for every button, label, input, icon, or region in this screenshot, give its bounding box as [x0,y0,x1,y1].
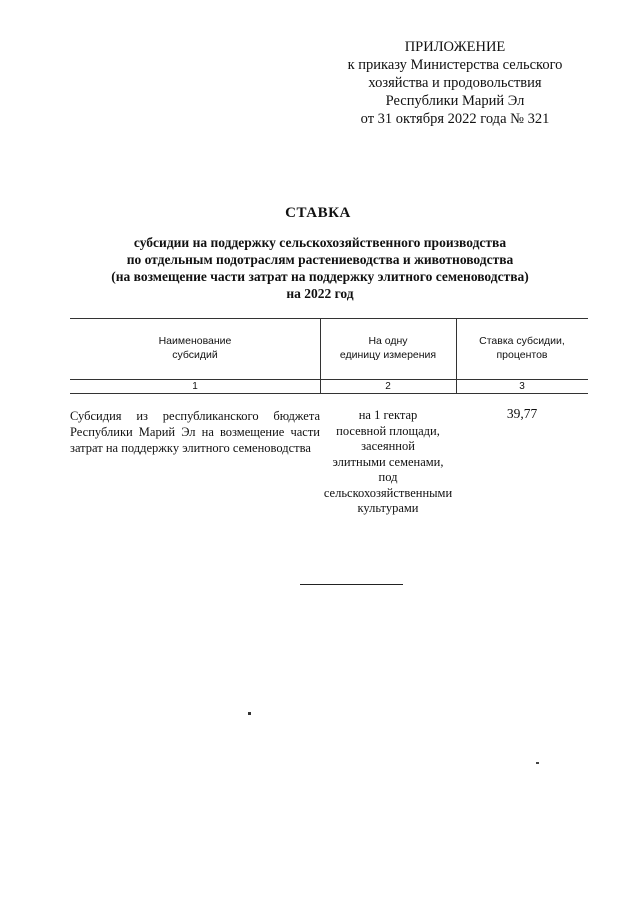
closing-rule [300,584,403,585]
unit-cell [320,408,456,517]
header-rate [456,334,588,362]
header-text: процентов [496,349,548,361]
header-text: На одну [368,335,408,347]
appendix-order-date: от 31 октября 2022 года № 321 [360,111,550,127]
header-unit [320,334,456,362]
table-numbers-rule [70,393,588,394]
appendix-label: ПРИЛОЖЕНИЕ [404,39,506,55]
appendix-line: к приказу Министерства сельского [347,57,563,73]
document-title: СТАВКА [285,205,351,221]
header-text: единицу измерения [339,349,437,361]
unit-line: сельскохозяйственными [323,485,453,500]
unit-line: элитными семенами, [332,454,444,469]
scan-speck [536,762,539,764]
scan-speck [248,712,251,715]
column-number: 2 [385,381,391,392]
header-text: Наименование [158,335,232,347]
appendix-header [340,38,570,128]
subtitle-line: по отдельным подотраслям растениеводства и животноводства [126,252,514,267]
unit-line: на 1 гектар [358,408,418,422]
subsidy-name-cell: Субсидия из республиканского бюджета Республики Марий Эл на возмещение части затрат на поддержку элитного семеноводства [70,409,320,455]
header-text: Ставка субсидии, [479,335,565,347]
header-text: субсидий [172,349,218,361]
rate-cell: 39,77 [506,406,538,421]
unit-line: посевной площади, [336,423,440,438]
title-block [0,205,640,302]
appendix-line: хозяйства и продовольствия [368,75,542,91]
subtitle-line: на 2022 год [286,286,354,301]
subtitle-line: субсидии на поддержку сельскохозяйственного производства [133,235,507,250]
column-number: 1 [192,381,198,392]
table-top-rule [70,318,588,319]
unit-line: культурами [357,501,419,515]
unit-line: засеянной [361,439,415,453]
appendix-line: Республики Марий Эл [385,93,525,109]
subtitle-line: (на возмещение части затрат на поддержку элитного семеноводства) [111,269,529,284]
header-subsidy-name [70,334,320,362]
column-number: 3 [519,381,525,392]
unit-line: под [378,470,398,484]
document-subtitle [0,234,640,302]
